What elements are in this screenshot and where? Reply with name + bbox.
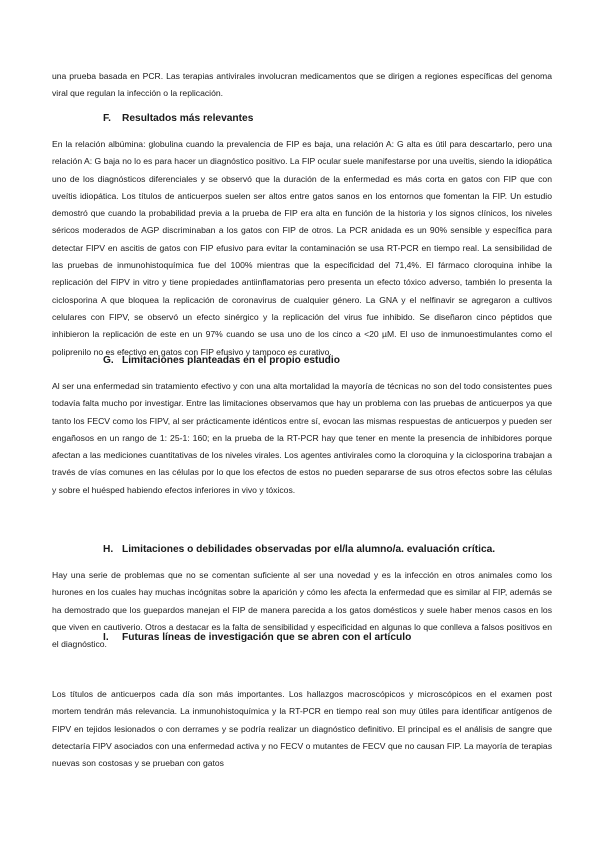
section-title-h: Limitaciones o debilidades observadas por el/la alumno/a. evaluación crítica. <box>122 544 496 555</box>
section-body-f: En la relación albúmina: globulina cuando la prevalencia de FIP es baja, una relación A: G alta es útil para descartarlo, pero una relación A: G baja no lo es para hacer un diagnóstico positivo. La FIP ocular suele manifestarse por una uveítis, siendo la idiopática uno de los diagnósticos diferenciales y se observó que la duración de la enfermedad es más corta en gatos con FIP que con uveítis idiopática. Los títulos de anticuerpos suelen ser altos entre gatos sanos en los entornos que fomentan la FIP. Un estudio demostró que cuando la probabilidad previa a la prueba de FIP era alta en función de la historia y los signos clínicos, los niveles séricos moderados de AGP discriminaban a los gatos con FIP de otros. La PCR anidada es un 90% sensible y específica para detectar FIPV en ascitis de gatos con FIP efusivo para evitar la contaminación se usa RT-PCR en tiempo real. La sensibilidad de las pruebas de inmunohistoquímica fue del 100% mientras que la especificidad del 71,4%. El fármaco cloroquina inhibe la replicación del FIPV in vitro y tiene propiedades antiinflamatorias pero presenta un efecto tóxico adverso, también lo presenta la ciclosporina A que bloquea la replicación de coronavirus de cualquier género. La GNA y el nelfinavir se agregaron a cultivos celulares con FIPV, se observó un efecto sinérgico y la replicación del virus fue inhibido. Se diseñaron cinco péptidos que inhibieron la replicación de este en un 97% cuando se usa uno de los cinco a <20 µM. El uso de inmunoestimulantes como el poliprenilo no es efectivo en gatos con FIP efusivo y tampoco es curativo. <box>52 139 553 357</box>
intro-paragraph: una prueba basada en PCR. Las terapias antivirales involucran medicamentos que se dirigen a regiones específicas del genoma viral que regulan la infección o la replicación. <box>52 71 552 99</box>
section-body-i: Los títulos de anticuerpos cada día son más importantes. Los hallazgos macroscópicos y microscópicos en el examen post mortem tendrán más relevancia. La inmunohistoquímica y la RT-PCR en tiempo real son muy útiles para identificar antígenos de FIPV en tejidos lesionados o con derrames y se podría realizar un diagnóstico definitivo. El principal es el análisis de sangre que detectaría FIPV asociados con una enfermedad activa y no FECV o mutantes de FECV que no causan FIP. La mayoría de terapias nuevas son costosas y se prueban con gatos <box>52 689 552 769</box>
section-letter-h: H. <box>103 544 114 555</box>
section-letter-i: I. <box>103 632 109 643</box>
section-heading-h <box>103 544 495 555</box>
section-heading-f <box>103 113 253 124</box>
section-body-h: Hay una serie de problemas que no se comentan suficiente al ser una novedad y es la infección en otros animales como los hurones en los cuales hay muchas incógnitas sobre la aparición y cómo les afecta la enfermedad que es similar al FIP, además se ha demostrado que los guepardos manejan el FIP de manera parecida a los gatos domésticos y suele haber menos casos en los que viven en cautiverio. Otros a destacar es la falta de sensibilidad y especificidad en algunas lo que conlleva a falsos positivos en el diagnóstico. <box>52 570 552 650</box>
section-letter-g: G. <box>103 355 114 366</box>
section-heading-i <box>103 632 411 643</box>
section-body-g: Al ser una enfermedad sin tratamiento efectivo y con una alta mortalidad la mayoría de técnicas no son del todo consistentes pues todavía falta mucho por investigar. Entre las limitaciones observamos que hay un problema con las pruebas de anticuerpos ya que tanto los FECV como los FIPV, al ser prácticamente idénticos entre sí, evocan las mismas respuestas de anticuerpos y pueden ser engañosos en un rango de 1: 25-1: 160; en la prueba de la RT-PCR hay que tener en mente la presencia de inhibidores porque afectan a las mediciones cuantitativas de los niveles virales. Los agentes antivirales como la cloroquina y la ciclosporina trabajan a través de vías comunes en las células por lo que los efectos de estos no pueden separarse de sus otros efectos sobre las células y sobre el huésped habiendo efectos inferiores in vivo y tóxicos. <box>52 381 552 495</box>
section-title-i: Futuras líneas de investigación que se abren con el artículo <box>122 632 412 643</box>
section-title-f: Resultados más relevantes <box>122 113 254 124</box>
section-letter-f: F. <box>103 113 111 124</box>
section-title-g: Limitaciones planteadas en el propio estudio <box>122 355 340 366</box>
section-heading-g <box>103 355 340 366</box>
